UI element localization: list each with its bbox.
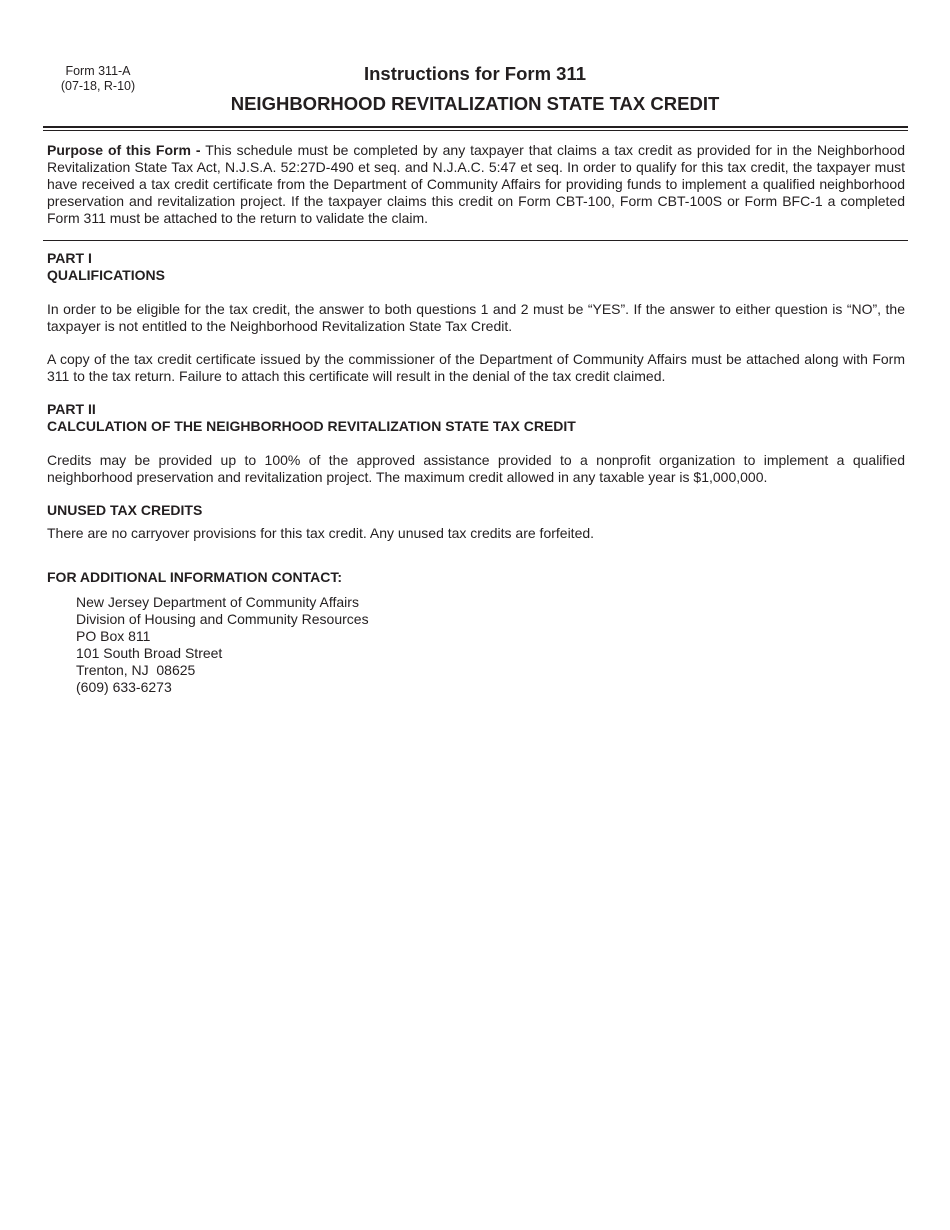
part2-heading: CALCULATION OF THE NEIGHBORHOOD REVITALIZATION STATE TAX CREDIT bbox=[47, 418, 576, 434]
unused-text: There are no carryover provisions for this tax credit. Any unused tax credits are forfeited. bbox=[47, 525, 595, 541]
purpose-label: Purpose of this Form - bbox=[47, 142, 201, 158]
part1-label: PART I bbox=[47, 250, 92, 266]
contact-line: PO Box 811 bbox=[76, 628, 151, 644]
page-subtitle: NEIGHBORHOOD REVITALIZATION STATE TAX CREDIT bbox=[230, 93, 720, 114]
contact-heading: FOR ADDITIONAL INFORMATION CONTACT: bbox=[47, 569, 343, 585]
part1-paragraph-1: In order to be eligible for the tax credit, the answer to both questions 1 and 2 must be “YES”. If the answer to either question is “NO”, the taxpayer is not entitled to the Neighborhood Revitalization State Tax Credit. bbox=[47, 301, 905, 334]
header-divider bbox=[43, 126, 908, 131]
contact-line: 101 South Broad Street bbox=[76, 645, 223, 661]
form-revision: (07-18, R-10) bbox=[60, 79, 136, 93]
contact-address bbox=[76, 594, 369, 696]
form-number: Form 311-A bbox=[65, 64, 131, 78]
contact-phone: (609) 633-6273 bbox=[76, 679, 172, 695]
part1-heading: QUALIFICATIONS bbox=[47, 267, 165, 283]
contact-line: Division of Housing and Community Resources bbox=[76, 611, 369, 627]
contact-line: Trenton, NJ 08625 bbox=[76, 662, 196, 678]
contact-line: New Jersey Department of Community Affairs bbox=[76, 594, 359, 610]
part2-paragraph: Credits may be provided up to 100% of the approved assistance provided to a nonprofit organization to implement a qualified neighborhood preservation and revitalization project. The maximum credit allowed in any taxable year is $1,000,000. bbox=[47, 452, 905, 485]
part1-paragraph-2: A copy of the tax credit certificate issued by the commissioner of the Department of Community Affairs must be attached along with Form 311 to the tax return. Failure to attach this certificate will result in the denial of the tax credit claimed. bbox=[47, 351, 905, 384]
page-title: Instructions for Form 311 bbox=[363, 63, 587, 84]
part2-label: PART II bbox=[47, 401, 96, 417]
unused-heading: UNUSED TAX CREDITS bbox=[47, 502, 203, 518]
purpose-text: This schedule must be completed by any taxpayer that claims a tax credit as provided for in the Neighborhood Revitalization State Tax Act, N.J.S.A. 52:27D-490 et seq. and N.J.A.C. 5:47 et seq. In order to qualify for this tax credit, the taxpayer must have received a tax credit certificate from the Department of Community Affairs for providing funds to implement a qualified neighborhood preservation and revitalization project. If the taxpayer claims this credit on Form CBT-100, Form CBT-100S or Form BFC-1 a completed Form 311 must be attached to the return to validate the claim. bbox=[47, 142, 905, 226]
purpose-paragraph bbox=[47, 142, 905, 227]
section-divider bbox=[43, 240, 908, 241]
